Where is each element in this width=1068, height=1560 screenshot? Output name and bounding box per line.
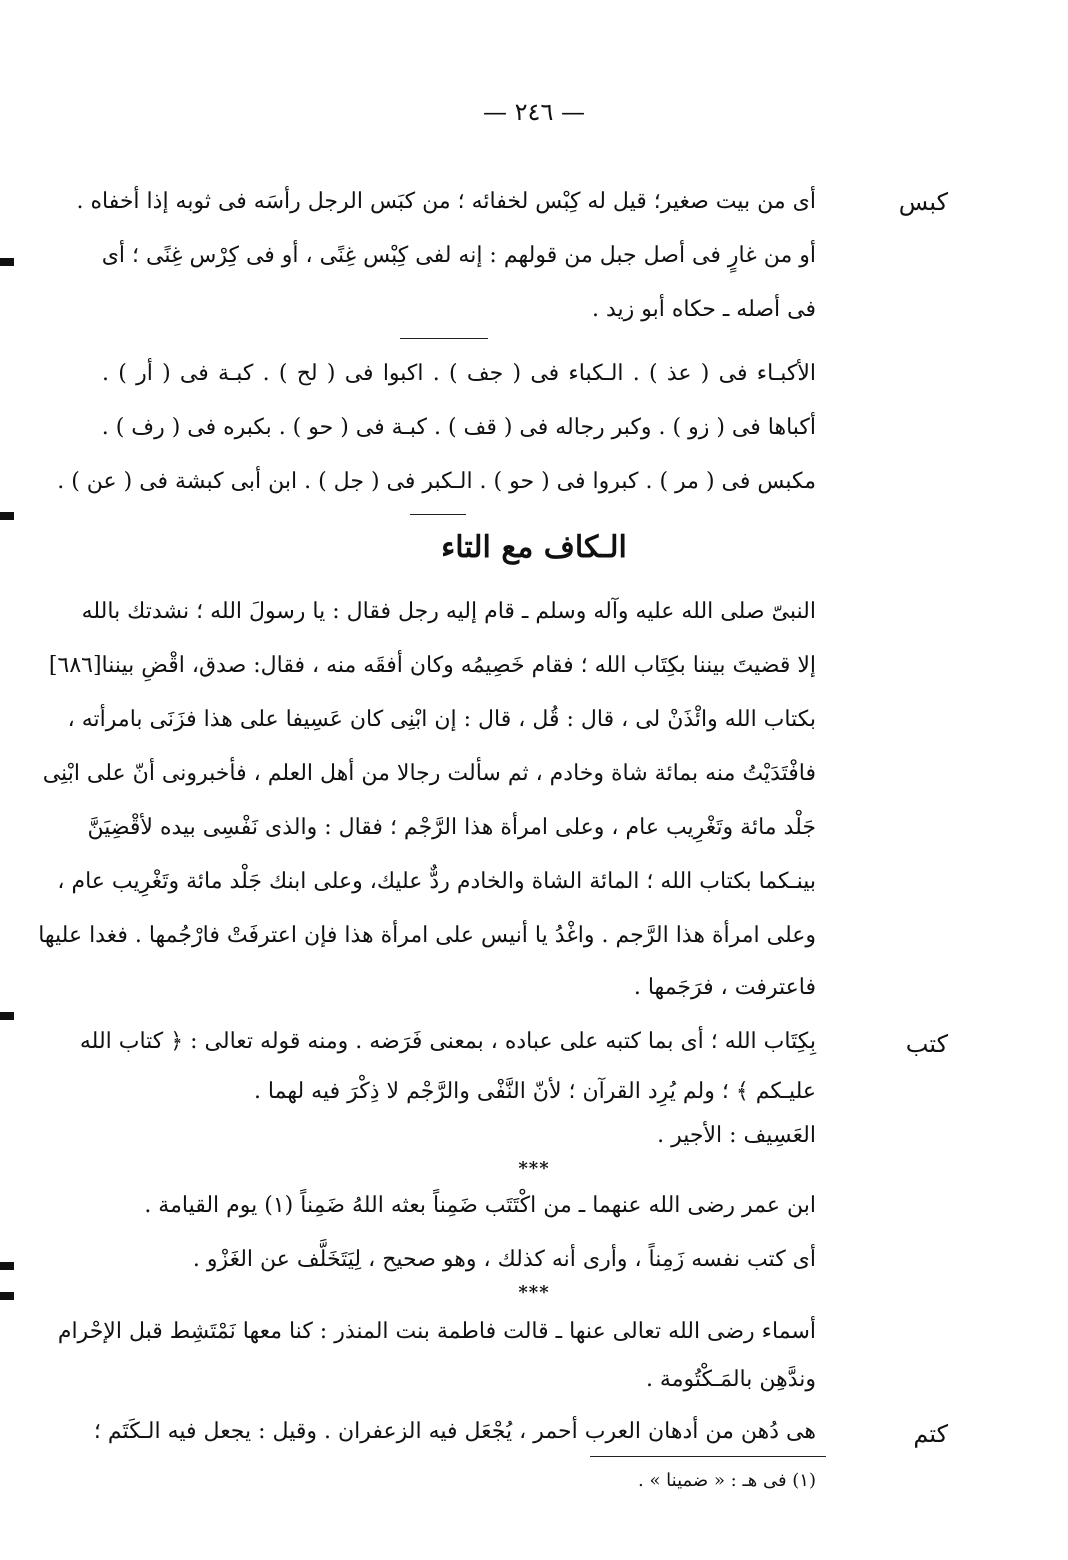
scan-edge-mark (0, 1012, 14, 1020)
scan-edge-mark (0, 1292, 14, 1300)
hadith-line-7: وعلى امرأة هذا الرَّجم . واغْدُ يا أنيس على امرأة هذا فإن اعترفَتْ فارْجُمها . فغدا عليها (38, 923, 816, 948)
page-number: — ٢٤٦ — (483, 98, 585, 126)
scan-edge-mark (0, 258, 14, 266)
hadith-line-8: فاعترفت ، فرَجَمها . (633, 975, 816, 1000)
hadith-line-4: فافْتَدَيْتُ منه بمائة شاة وخادم ، ثم سألت رجالا من أهل العلم ، فأخبرونى أنّ على ابْنِى (42, 761, 816, 786)
cross-ref-line-1: الأكبـاء فى ( عذ ) . الـكباء فى ( جف ) . اكبوا فى ( لح ) . كبـة فى ( أر ) . (102, 361, 816, 386)
scan-edge-mark (0, 1262, 14, 1270)
separator-stars: *** (518, 1282, 550, 1303)
ibn-umar-line-1: ابن عمر رضى الله عنهما ـ من اكْتَتَب ضَمِناً بعثه اللهُ ضَمِناً (١) يوم القيامة . (144, 1193, 816, 1218)
divider-rule (400, 338, 488, 339)
kabs-line-2: أو من غارٍ فى أصل جبل من قولهم : إنه لفى كِبْس غِنًى ، أو فى كِرْس غِنًى ؛ أى (101, 243, 816, 268)
section-title: الـكاف مع التاء (441, 530, 627, 565)
footnote-rule (590, 1456, 826, 1457)
separator-stars: *** (518, 1158, 550, 1179)
hadith-line-2: إلا قضيتَ بيننا بكِتَاب الله ؛ فقام خَصِيمُه وكان أفقَه منه ، فقال: صدق، اقْضِ بيننا[٦٨٦] (48, 653, 816, 678)
scan-edge-mark (0, 512, 14, 520)
kabs-line-1: أى من بيت صغير؛ قيل له كِبْس لخفائه ؛ من كبَس الرجل رأسَه فى ثوبه إذا أخفاه . (76, 189, 816, 214)
kabs-line-3: فى أصله ـ حكاه أبو زيد . (592, 297, 816, 322)
katab-line-3: العَسِيف : الأجير . (657, 1123, 816, 1148)
katab-line-2: عليـكم ﴾ ؛ ولم يُرِد القرآن ؛ لأنّ النَّفْى والرَّجْم لا ذِكْرَ فيه لهما . (253, 1079, 816, 1104)
hadith-line-5: جَلْد مائة وتَغْرِيب عام ، وعلى امرأة هذا الرَّجْم ؛ فقال : والذى نَفْسِى بيده لأقْضِيَنَّ (87, 815, 816, 840)
hadith-line-6: بينـكما بكتاب الله ؛ المائة الشاة والخادم ردٌّ عليك، وعلى ابنك جَلْد مائة وتَغْرِيب عام ، (57, 869, 816, 894)
footnote: (١) فى هـ : « ضمينا » . (638, 1470, 816, 1491)
hadith-line-3: بكتاب الله وائْذَنْ لى ، قال : قُل ، قال : إن ابْنِى كان عَسِيفا على هذا فزَنَى بامرأته ، (67, 707, 816, 732)
divider-rule (410, 514, 466, 515)
headword-katam: كتم (913, 1420, 948, 1448)
katab-line-1: بِكِتَاب الله ؛ أى بما كتبه على عباده ، بمعنى فَرَضه . ومنه قوله تعالى : ﴿ كتاب الله (79, 1029, 816, 1054)
asma-line-1: أسماء رضى الله تعالى عنها ـ قالت فاطمة بنت المنذر : كنا معها نَمْتَشِط قبل الإحْرام (57, 1319, 816, 1344)
headword-katab: كتب (905, 1030, 948, 1058)
asma-line-2: وندَّهِن بالمَـكْتُومة . (645, 1367, 816, 1392)
cross-ref-line-2: أكباها فى ( زو ) . وكبر رجاله فى ( قف ) . كبـة فى ( حو ) . بكبره فى ( رف ) . (101, 415, 816, 440)
headword-kabs: كبس (898, 188, 948, 216)
hadith-line-1: النبىّ صلى الله عليه وآله وسلم ـ قام إليه رجل فقال : يا رسولَ الله ؛ نشدتك بالله (81, 599, 816, 624)
ibn-umar-line-2: أى كتب نفسه زَمِناً ، وأرى أنه كذلك ، وهو صحيح ، لِيَتَخَلَّف عن الغَزْو . (192, 1247, 816, 1272)
katam-line-1: هى دُهن من أدهان العرب أحمر ، يُجْعَل فيه الزعفران . وقيل : يجعل فيه الـكَتَم ؛ (93, 1419, 816, 1444)
cross-ref-line-3: مكبس فى ( مر ) . كبروا فى ( حو ) . الـكبر فى ( جل ) . ابن أبى كبشة فى ( عن ) . (57, 469, 816, 494)
